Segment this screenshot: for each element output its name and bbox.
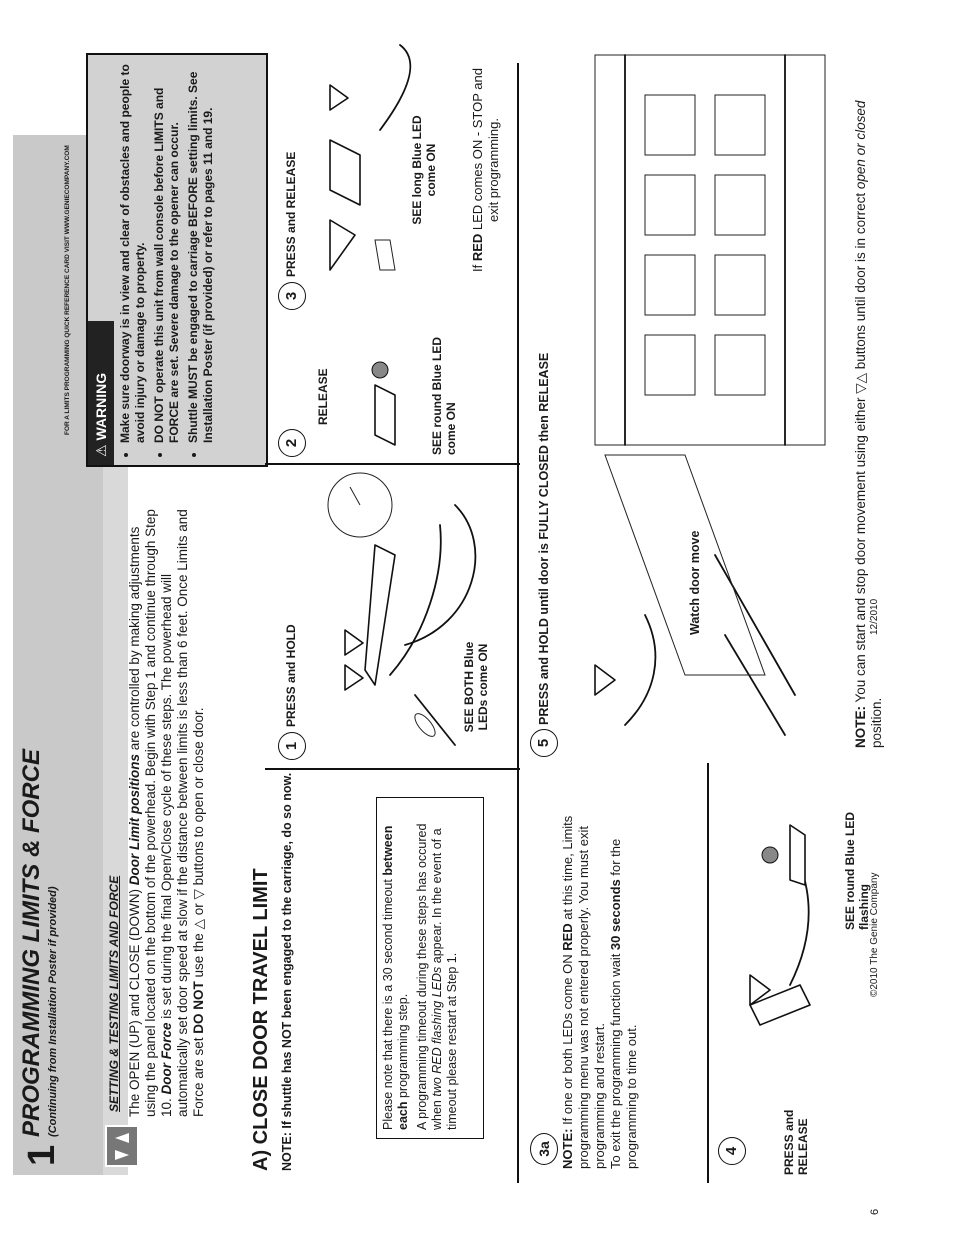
open-button-icon: △ — [191, 919, 206, 930]
step-2-action: RELEASE — [316, 368, 330, 425]
section-subtitle: (Continuing from Installation Poster if provided) — [47, 886, 59, 1137]
warning-list — [118, 51, 220, 459]
grid-line — [265, 768, 520, 770]
intro-paragraph: The OPEN (UP) and CLOSE (DOWN) Door Limit positions are controlled by making adjustments using the panel located on the bottom of the powerhead. Begin with Step 1 and continue through Step 10. Door Force is set during the final Open/Close cycle of these steps. The powerhead will automatically set door speed at slow if the distance between limits is less than 6 feet. Once Limits and Force are set DO NOT use the △ or ▽ buttons to open or close door. — [127, 509, 206, 1117]
section-title: PROGRAMMING LIMITS & FORCE — [18, 749, 45, 1137]
subhead: SETTING & TESTING LIMITS AND FORCE — [107, 875, 121, 1112]
close-button-icon: ▽ — [191, 889, 206, 900]
step-3-see: SEE long Blue LED come ON — [410, 115, 438, 225]
warning-header: ⚠ WARNING — [88, 321, 114, 465]
step-1-see: SEE BOTH Blue LEDs come ON — [462, 641, 490, 733]
page-number: 6 — [869, 1208, 881, 1215]
warning-box — [86, 53, 268, 467]
step-3-note: If RED LED comes ON - STOP and exit programming. — [470, 68, 501, 272]
step-4-action: PRESS and RELEASE — [782, 1109, 810, 1175]
step-4-led-illustration — [760, 805, 810, 885]
step-5-note: NOTE: You can start and stop door movement using either ▽△ buttons until door is in correct open or closed position. — [853, 100, 884, 748]
date: 12/2010 — [869, 598, 880, 635]
step-4-see: SEE round Blue LED flashing — [843, 811, 871, 930]
step-5-action: PRESS and HOLD until door is FULLY CLOSED then RELEASE — [537, 352, 551, 725]
warning-item: • Make sure doorway is in view and clear of obstacles and people to avoid injury or damage to property. — [118, 51, 148, 443]
step-5-number: 5 — [530, 729, 558, 757]
step-5-watch: Watch door move — [688, 530, 702, 635]
side-note: FOR A LIMITS PROGRAMMING QUICK REFERENCE CARD VISIT WWW.GENIECOMPANY.COM — [64, 145, 71, 435]
close-button-icon: ▽ — [853, 383, 868, 394]
step-3-hand-illustration — [300, 40, 480, 280]
grid-line — [517, 63, 519, 1183]
up-down-buttons-icon — [105, 1125, 139, 1167]
timeout-box — [376, 797, 484, 1139]
step-2-see: SEE round Blue LED come ON — [430, 336, 458, 455]
warning-item: • DO NOT operate this unit from wall console before LIMITS and FORCE are set. Severe damage to the opener can occur. — [152, 51, 182, 443]
timeout-line-1: Please note that there is a 30 second timeout between each programming step. — [381, 825, 410, 1130]
step-3a-number: 3a — [530, 1133, 558, 1165]
copyright: ©2010 The Genie Company — [869, 872, 880, 997]
garage-door-illustration — [585, 35, 845, 455]
step-3-action: PRESS and RELEASE — [284, 151, 298, 277]
step-1-number: 1 — [278, 732, 306, 760]
step-3-number: 3 — [278, 282, 306, 310]
warning-triangle-icon: ⚠ — [93, 444, 109, 457]
shuttle-note: NOTE: If shuttle has NOT been engaged to the carriage, do so now. — [280, 772, 294, 1171]
timeout-line-2: A programming timeout during these steps has occured when two RED flashing LEDs appear. In the event of a timeout please restart at Step 1. — [415, 823, 459, 1130]
subsection-title: A) CLOSE DOOR TRAVEL LIMIT — [250, 868, 272, 1171]
step-4-number: 4 — [718, 1137, 746, 1165]
section-number: 1 — [21, 1144, 63, 1166]
step-1-action: PRESS and HOLD — [284, 624, 298, 727]
step-3a-note: NOTE: If one or both LEDs come ON RED at this time, Limits programming menu was not entered properly. You must exit programming and restart. To exit the programming function wait 30 seconds for the programming to time out. — [560, 815, 639, 1169]
step-2-led-illustration — [355, 335, 435, 455]
warning-item: • Shuttle MUST be engaged to carriage BEFORE setting limits. See Installation Poster (if provided) or refer to pages 11 and 19. — [186, 51, 216, 443]
open-button-icon: △ — [853, 373, 868, 384]
step-2-number: 2 — [278, 429, 306, 457]
grid-line — [707, 763, 709, 1183]
